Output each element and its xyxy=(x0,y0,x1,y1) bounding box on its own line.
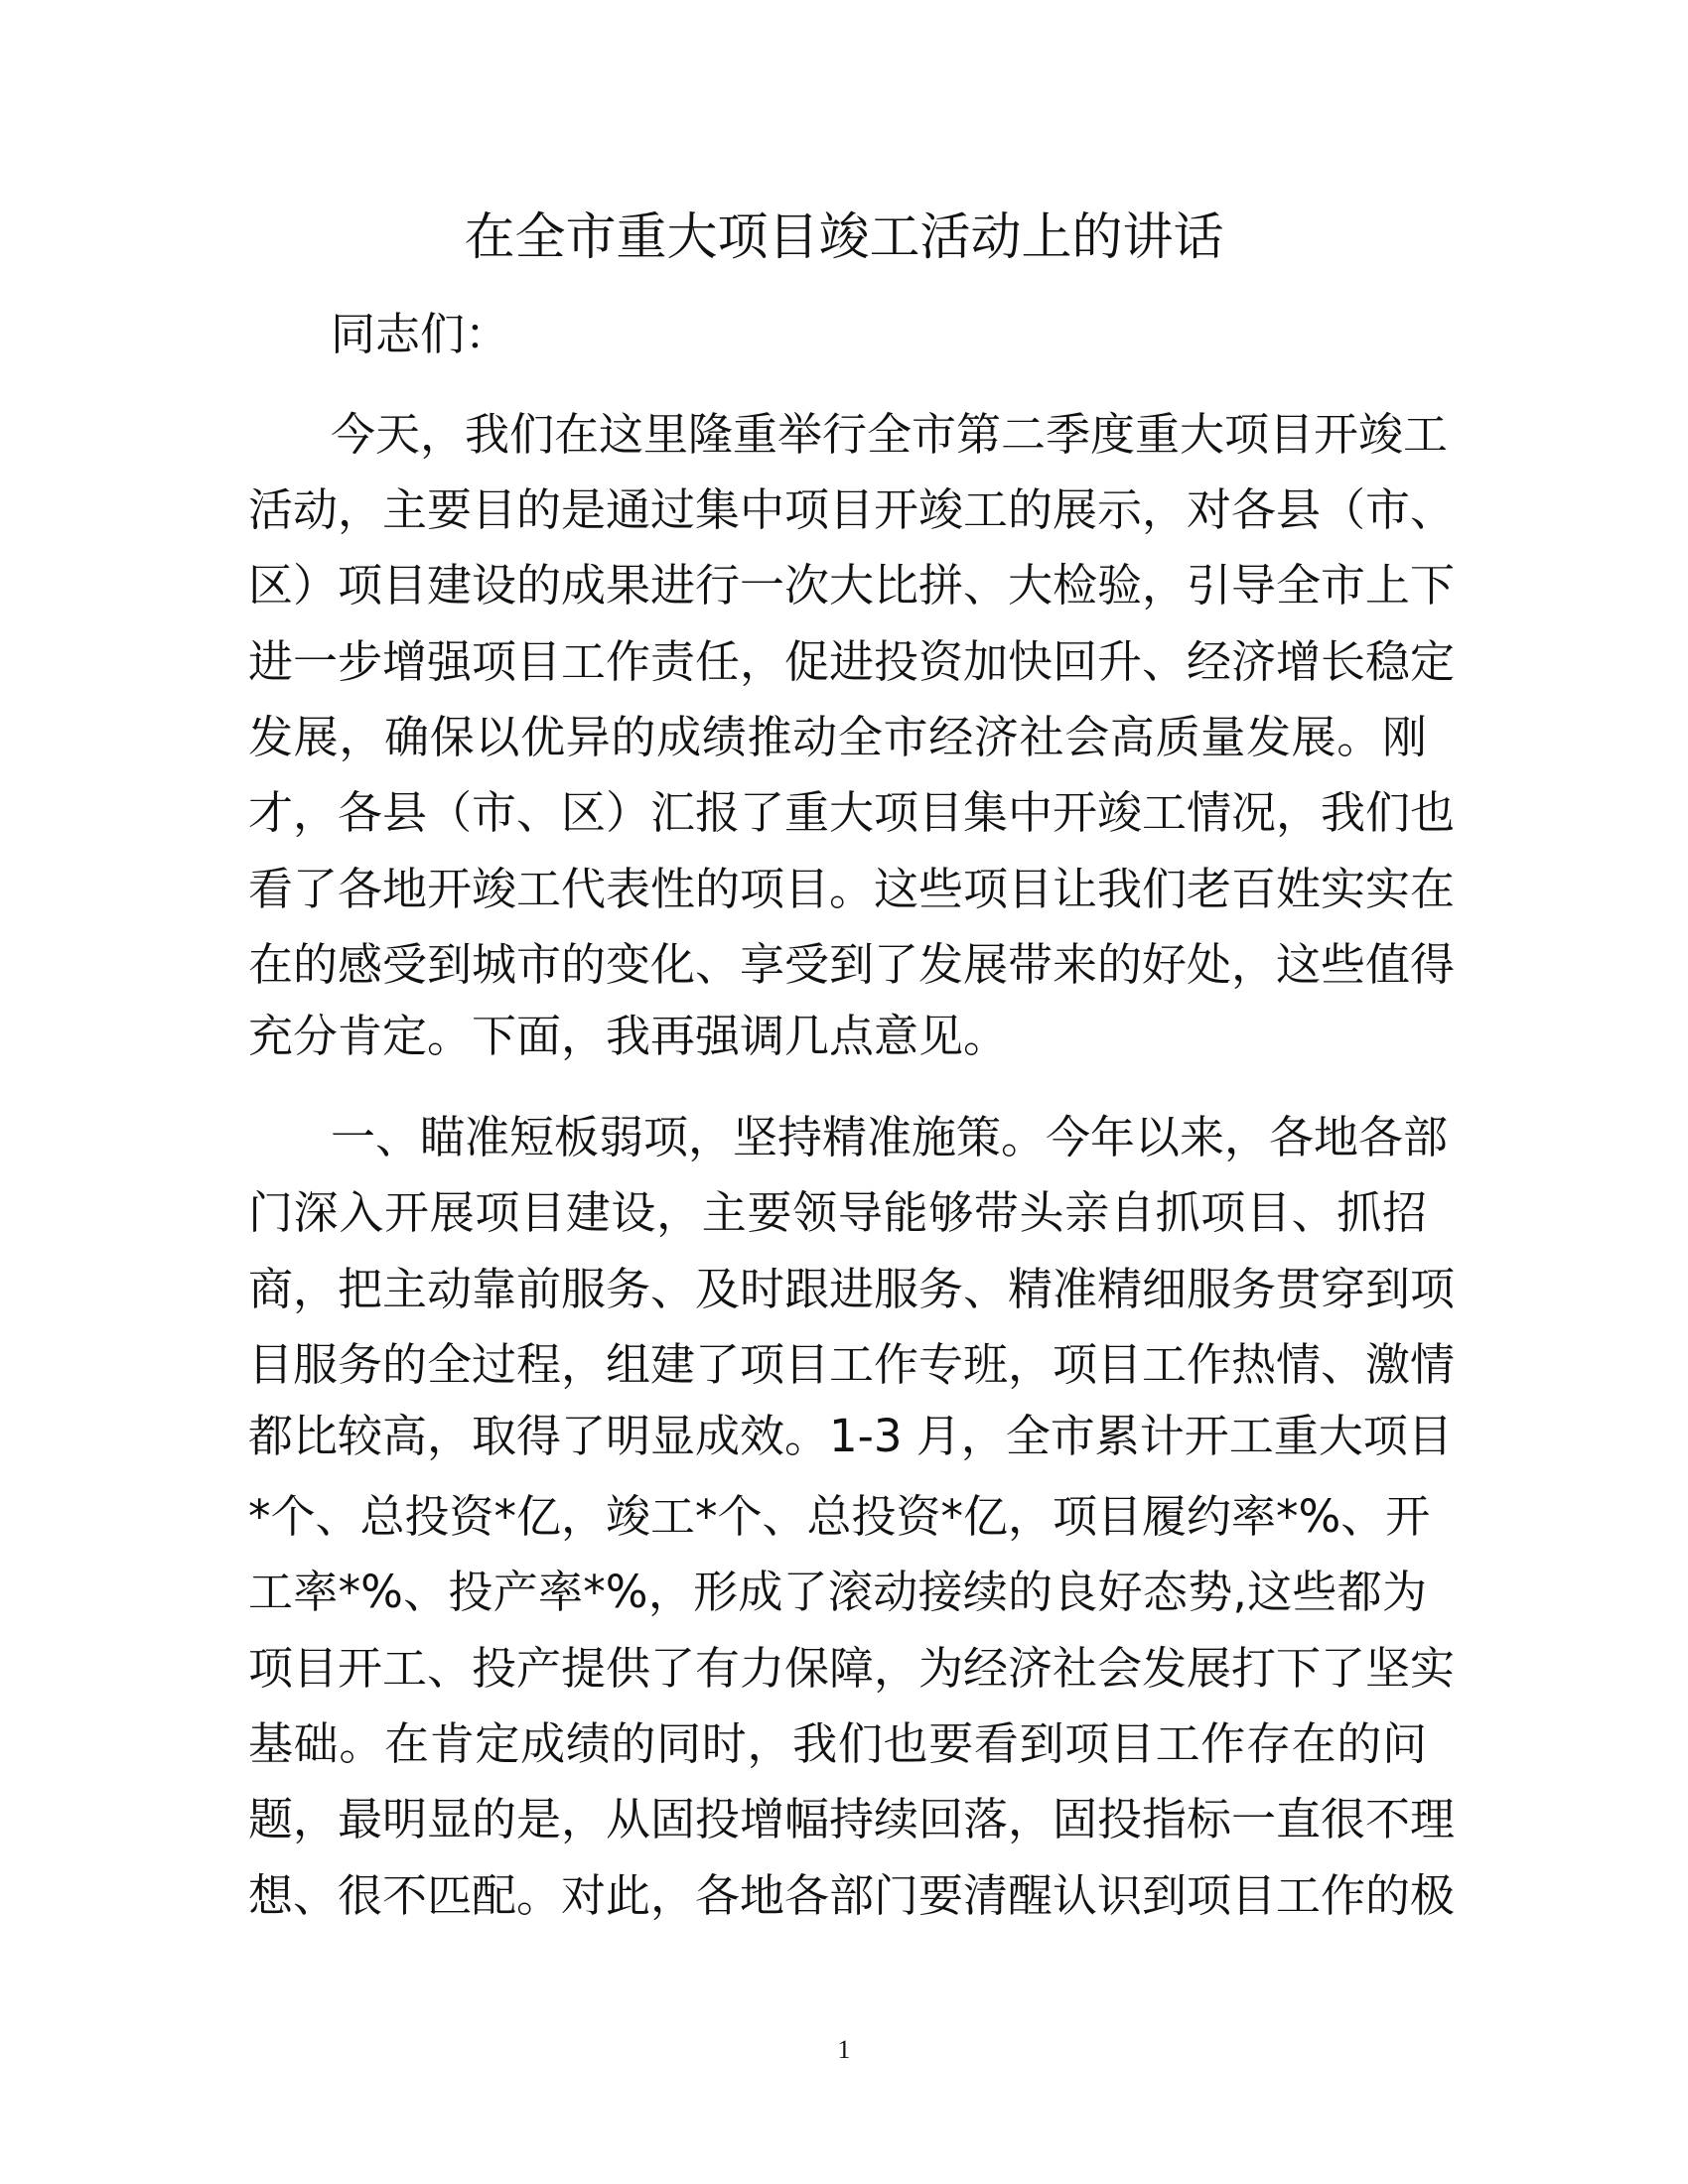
paragraph-2-line: 题，最明显的是，从固投增幅持续回落，固投指标一直很不理 xyxy=(248,1793,1456,1845)
paragraph-1-line: 在的感受到城市的变化、享受到了发展带来的好处，这些值得 xyxy=(248,938,1456,991)
paragraph-1-line: 发展，确保以优异的成绩推动全市经济社会高质量发展。刚 xyxy=(248,711,1427,763)
paragraph-1-line: 进一步增强项目工作责任，促进投资加快回升、经济增长稳定 xyxy=(248,635,1456,688)
paragraph-2-line: 工率*%、投产率*%，形成了滚动接续的良好态势,这些都为 xyxy=(248,1566,1427,1618)
paragraph-2-line: 基础。在肯定成绩的同时，我们也要看到项目工作存在的问 xyxy=(248,1717,1427,1770)
paragraph-2-line: 想、很不匹配。对此，各地各部门要清醒认识到项目工作的极 xyxy=(248,1869,1456,1922)
paragraph-2-line: *个、总投资*亿，竣工*个、总投资*亿，项目履约率*%、开 xyxy=(248,1490,1431,1543)
document-title: 在全市重大项目竣工活动上的讲话 xyxy=(464,208,1224,267)
paragraph-2-line: 门深入开展项目建设，主要领导能够带头亲自抓项目、抓招 xyxy=(248,1186,1427,1239)
paragraph-2-line: 一、瞄准短板弱项，坚持精准施策。今年以来，各地各部 xyxy=(331,1111,1449,1163)
paragraph-1-line: 活动，主要目的是通过集中项目开竣工的展示，对各县（市、 xyxy=(248,483,1456,536)
paragraph-1-line: 看了各地开竣工代表性的项目。这些项目让我们老百姓实实在 xyxy=(248,863,1456,915)
paragraph-1-line: 充分肯定。下面，我再强调几点意见。 xyxy=(248,1010,1009,1062)
paragraph-1-line: 区）项目建设的成果进行一次大比拼、大检验，引导全市上下 xyxy=(248,559,1456,612)
paragraph-2-line: 都比较高，取得了明显成效。1-3 月，全市累计开工重大项目 xyxy=(248,1410,1453,1462)
salutation: 同志们： xyxy=(331,308,510,360)
page-number: 1 xyxy=(837,2035,851,2064)
paragraph-2-line: 目服务的全过程，组建了项目工作专班，项目工作热情、激情 xyxy=(248,1338,1456,1391)
paragraph-1-line: 今天，我们在这里隆重举行全市第二季度重大项目开竣工 xyxy=(331,408,1449,461)
paragraph-1-line: 才，各县（市、区）汇报了重大项目集中开竣工情况，我们也 xyxy=(248,786,1456,839)
paragraph-2-line: 项目开工、投产提供了有力保障，为经济社会发展打下了坚实 xyxy=(248,1642,1456,1695)
paragraph-2-line: 商，把主动靠前服务、及时跟进服务、精准精细服务贯穿到项 xyxy=(248,1263,1456,1315)
